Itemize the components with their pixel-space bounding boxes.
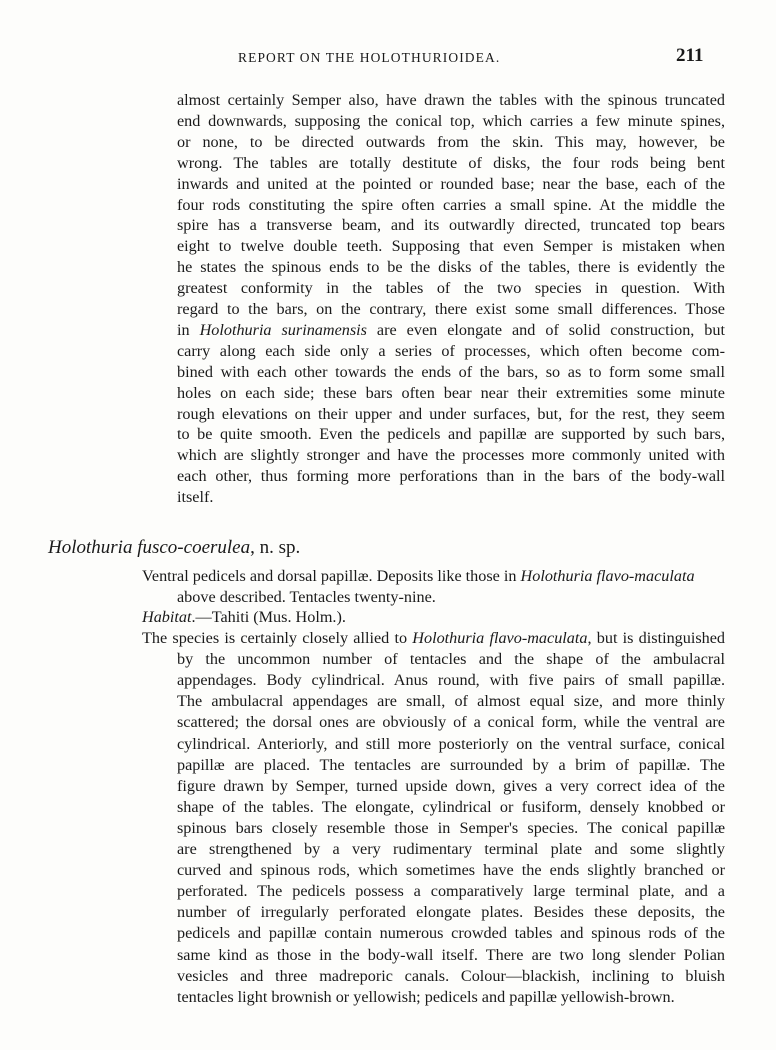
- text-run: are strengthened by a very rudimentary terminal plate and some slightly: [177, 840, 725, 858]
- paragraph2-line: [177, 945, 725, 965]
- species-suffix: , n. sp.: [250, 537, 301, 558]
- text-run: itself.: [177, 488, 214, 507]
- paragraph1-line: [177, 383, 725, 403]
- paragraph1-line: [177, 445, 725, 465]
- paragraph2-line: [177, 839, 725, 859]
- habitat-line: [142, 607, 346, 627]
- italic-taxon: Holothuria surinamensis: [199, 320, 367, 339]
- text-run: which are slightly stronger and have the processes more commonly united with: [177, 446, 725, 465]
- text-run: carry along each side only a series of processes, which often become com-: [177, 341, 725, 360]
- habitat-text: .—Tahiti (Mus. Holm.).: [191, 608, 346, 626]
- paragraph2-line: [177, 818, 725, 838]
- paragraph1-line: [177, 90, 725, 110]
- paragraph1-line: [177, 215, 725, 235]
- paragraph1-line: [177, 195, 725, 215]
- paragraph2-line: [177, 881, 725, 901]
- text-run: same kind as those in the body-wall itself. There are two long slender Polian: [177, 945, 725, 964]
- habitat-label: Habitat: [142, 608, 192, 626]
- text-run: rough elevations on their upper and under surfaces, but, for the rest, they seem: [177, 404, 725, 423]
- paragraph2-line: [177, 755, 725, 775]
- diagnosis-line: [142, 566, 695, 586]
- text-run: eight to twelve double teeth. Supposing that even Semper is mistaken when: [177, 237, 725, 256]
- text-run: inwards and united at the pointed or rounded base; near the base, each of the: [177, 174, 725, 193]
- paragraph1-line: [177, 111, 725, 131]
- paragraph2-line: [177, 649, 725, 669]
- diagnosis-line: [177, 587, 436, 607]
- text-run: he states the spinous ends to be the disks of the tables, there is evidently the: [177, 258, 725, 277]
- text-run: papillæ are placed. The tentacles are surrounded by a brim of papillæ. The: [177, 755, 725, 774]
- italic-taxon: Holothuria flavo-maculata: [520, 567, 695, 585]
- text-run: or none, to be directed outwards from the skin. This may, however, be: [177, 132, 725, 151]
- paragraph2-line: [177, 860, 725, 880]
- paragraph1-line: [177, 257, 725, 277]
- paragraph2-line: [177, 966, 725, 986]
- text-run: perforated. The pedicels possess a comparatively large terminal plate, and a: [177, 882, 725, 901]
- text-run: number of irregularly perforated elongate plates. Besides these deposits, the: [177, 903, 725, 922]
- text-run: tentacles light brownish or yellowish; pedicels and papillæ yellowish-brown.: [177, 987, 675, 1006]
- paragraph2-line: [177, 712, 725, 732]
- paragraph2-line: [177, 902, 725, 922]
- paragraph2-line: [177, 923, 725, 943]
- paragraph1-line: [177, 174, 725, 194]
- text-run: , but is distinguished: [587, 629, 726, 647]
- paragraph1-line: [177, 341, 725, 361]
- page-number: 211: [676, 45, 704, 66]
- text-run: scattered; the dorsal ones are obviously of a conical form, while the ventral are: [177, 713, 725, 732]
- text-run: four rods constituting the spire often carries a small spine. At the middle the: [177, 195, 725, 214]
- text-run: figure drawn by Semper, turned upside down, gives a very correct idea of the: [177, 776, 725, 795]
- text-run: end downwards, supposing the conical top, which carries a few minute spines,: [177, 111, 725, 130]
- text-run: pedicels and papillæ contain numerous crowded tables and spinous rods of the: [177, 924, 725, 943]
- paragraph2-line: [142, 628, 725, 648]
- paragraph1-line: [177, 362, 725, 382]
- paragraph1-line: [177, 424, 725, 444]
- text-run: to be quite smooth. Even the pedicels and papillæ are supported by such bars,: [177, 425, 725, 444]
- running-title: REPORT ON THE HOLOTHURIOIDEA.: [238, 50, 501, 65]
- paragraph1-line: [177, 404, 725, 424]
- text-run: above described. Tentacles twenty-nine.: [177, 587, 436, 606]
- text-run: vesicles and three madreporic canals. Colour—blackish, inclining to bluish: [177, 966, 725, 985]
- paragraph1-line: [177, 299, 725, 319]
- text-run: cylindrical. Anteriorly, and still more posteriorly on the ventral surface, conical: [177, 734, 725, 753]
- paragraph1-line: [177, 466, 725, 486]
- text-run: each other, thus forming more perforations than in the bars of the body-wall: [177, 467, 725, 486]
- paragraph2-line: [177, 670, 725, 690]
- text-run: wrong. The tables are totally destitute of disks, the four rods being bent: [177, 153, 725, 172]
- text-run: The species is certainly closely allied to: [142, 629, 413, 647]
- species-name: Holothuria fusco-coerulea: [48, 537, 251, 558]
- text-run: by the uncommon number of tentacles and the shape of the ambulacral: [177, 650, 725, 669]
- text-run: in: [177, 320, 200, 339]
- paragraph2-line: [177, 797, 725, 817]
- paragraph1-line: [177, 487, 213, 507]
- text-run: Ventral pedicels and dorsal papillæ. Deposits like those in: [142, 567, 521, 585]
- paragraph1-line: [177, 132, 725, 152]
- paragraph1-line: [177, 278, 725, 298]
- text-run: holes on each side; these bars often bear near their extremities some minute: [177, 383, 725, 402]
- text-run: curved and spinous rods, which sometimes have the ends slightly branched or: [177, 861, 725, 880]
- text-run: shape of the tables. The elongate, cylindrical or fusiform, densely knobbed or: [177, 797, 725, 816]
- paragraph2-line: [177, 734, 725, 754]
- paragraph1-line: [177, 320, 725, 340]
- page-header: [0, 44, 776, 74]
- text-run: regard to the bars, on the contrary, there exist some small differences. Those: [177, 300, 725, 318]
- text-run: spire has a transverse beam, and its outwardly directed, truncated top bears: [177, 216, 725, 235]
- text-run: almost certainly Semper also, have drawn the tables with the spinous truncated: [177, 91, 725, 109]
- species-heading: [48, 537, 300, 559]
- text-run: spinous bars closely resemble those in Semper's species. The conical papillæ: [177, 818, 725, 837]
- text-run: appendages. Body cylindrical. Anus round, with five pairs of small papillæ.: [177, 671, 725, 690]
- italic-taxon: Holothuria flavo-maculata: [412, 629, 588, 647]
- paragraph2-line: [177, 691, 725, 711]
- paragraph1-line: [177, 153, 725, 173]
- paragraph2-line: [177, 987, 675, 1007]
- paragraph1-line: [177, 236, 725, 256]
- text-run: are even elongate and of solid construction, but: [366, 320, 725, 339]
- text-run: The ambulacral appendages are small, of almost equal size, and more thinly: [177, 692, 725, 711]
- text-run: greatest conformity in the tables of the two species in question. With: [177, 279, 725, 298]
- paragraph2-line: [177, 776, 725, 796]
- text-run: bined with each other towards the ends of the bars, so as to form some small: [177, 362, 725, 381]
